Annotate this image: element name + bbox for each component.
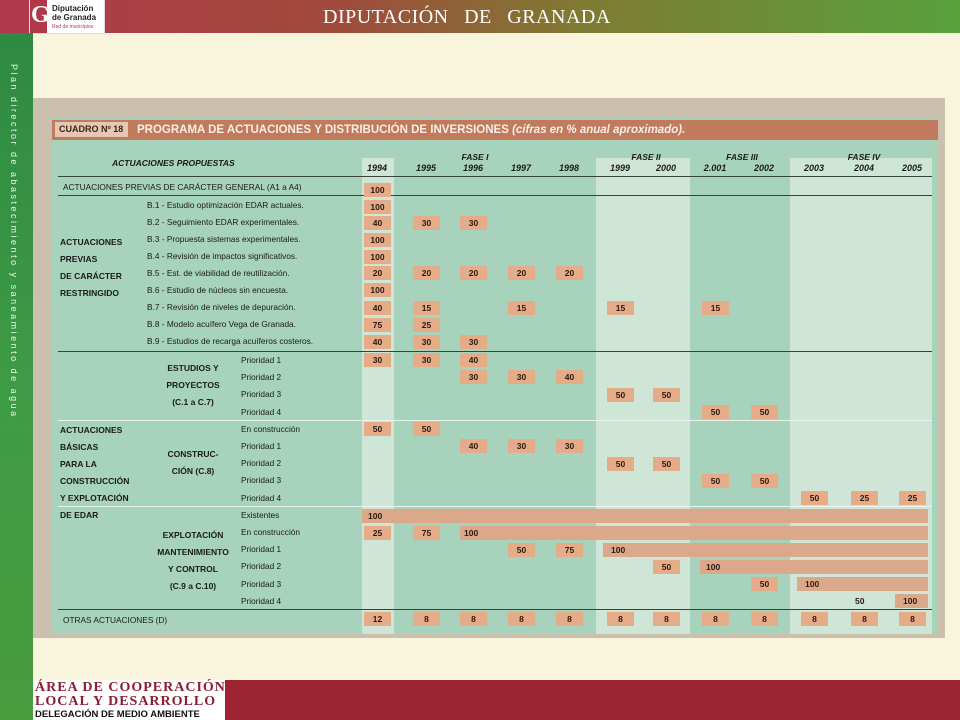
row-otras-label: OTRAS ACTUACIONES (D): [63, 615, 168, 625]
area-logo: [33, 680, 225, 720]
value-b1-0: 100: [364, 200, 391, 214]
value-b3-0: 100: [364, 233, 391, 247]
value-x3-7: 100: [706, 562, 721, 572]
value-d-2: 8: [460, 612, 487, 626]
value-d-8: 8: [751, 612, 778, 626]
value-x3-6: 50: [653, 560, 680, 574]
value-b7-7: 15: [702, 301, 729, 315]
footer-line2: LOCAL Y DESARROLLO: [35, 694, 217, 709]
value-b8-0: 75: [364, 318, 391, 332]
value-d-9: 8: [801, 612, 828, 626]
sub-row-label: Prioridad 1: [241, 544, 282, 555]
value-b5-3: 20: [508, 266, 535, 280]
year-10: 2004: [853, 163, 875, 173]
value-b7-5: 15: [607, 301, 634, 315]
phase-2: FASE II: [631, 152, 661, 162]
value-c4-10: 25: [851, 491, 878, 505]
x1-bar: [460, 526, 928, 540]
existentes-bar: [362, 509, 928, 523]
sub-row-label: Existentes: [241, 509, 280, 520]
value-b4-0: 100: [364, 250, 391, 264]
sub-row-label: Prioridad 1: [241, 355, 282, 365]
year-2: 1996: [462, 163, 484, 173]
value-e2-3: 30: [508, 370, 535, 384]
value-e3-6: 50: [653, 388, 680, 402]
year-4: 1998: [558, 163, 580, 173]
phase-3: FASE III: [726, 152, 758, 162]
value-x2-5: 100: [611, 545, 626, 555]
value-b5-4: 20: [556, 266, 583, 280]
rule-previas: [58, 351, 932, 352]
logo-line1: Diputación de Granada: [52, 4, 97, 22]
sub-row-label: Prioridad 3: [241, 475, 282, 486]
value-c1-3: 30: [508, 439, 535, 453]
value-b9-0: 40: [364, 335, 391, 349]
value-c0-0: 50: [364, 422, 391, 436]
year-1: 1995: [415, 163, 437, 173]
sub-row-label: Prioridad 4: [241, 595, 282, 606]
sub-row-label: Prioridad 4: [241, 406, 282, 417]
bottom-bar: [33, 680, 960, 720]
sub-row-label: Prioridad 2: [241, 561, 282, 572]
value-d-3: 8: [508, 612, 535, 626]
diputacion-logo: [30, 0, 104, 33]
value-c1-4: 30: [556, 439, 583, 453]
group-estudios: ESTUDIOS Y PROYECTOS (C.1 a C.7): [166, 363, 220, 407]
value-b2-0: 40: [364, 216, 391, 230]
value-e3-5: 50: [607, 388, 634, 402]
value-e1-2: 40: [460, 353, 487, 367]
value-x1-0: 25: [364, 526, 391, 540]
value-d-5: 8: [607, 612, 634, 626]
value-c4-9: 50: [801, 491, 828, 505]
year-8: 2002: [753, 163, 775, 173]
footer-line1: ÁREA DE COOPERACIÓN: [35, 680, 226, 695]
value-c1-2: 40: [460, 439, 487, 453]
rule-construccion: [58, 506, 932, 507]
previas-item: B.3 - Propuesta sistemas experimentales.: [147, 234, 301, 244]
value-c0-1: 50: [413, 422, 440, 436]
sub-row-label: Prioridad 4: [241, 492, 282, 503]
phase-4: FASE IV: [847, 152, 881, 162]
rule-header: [58, 176, 932, 177]
sub-row-label: Prioridad 3: [241, 389, 282, 400]
value-b8-1: 25: [413, 318, 440, 332]
year-7: 2.001: [703, 163, 727, 173]
vertical-caption: Plan director de abastecimiento y saneamiento de agua: [9, 64, 19, 419]
x2-bar: [603, 543, 928, 557]
year-11: 2005: [901, 163, 923, 173]
value-d-4: 8: [556, 612, 583, 626]
value-x2-3: 50: [508, 543, 535, 557]
sub-row-label: Prioridad 1: [241, 441, 282, 451]
year-9: 2003: [803, 163, 825, 173]
value-b7-1: 15: [413, 301, 440, 315]
value-b2-1: 30: [413, 216, 440, 230]
year-0: 1994: [366, 163, 388, 173]
sub-row-label: En construcción: [241, 527, 301, 537]
previas-item: B.9 - Estudios de recarga acuíferos costeros.: [147, 336, 314, 346]
value-d-0: 12: [364, 612, 391, 626]
value-e2-4: 40: [556, 370, 583, 384]
year-5: 1999: [609, 163, 631, 173]
value-e2-2: 30: [460, 370, 487, 384]
value-c2-6: 50: [653, 457, 680, 471]
page-title: DIPUTACIÓN DE GRANADA: [323, 6, 611, 28]
row-general-label: ACTUACIONES PREVIAS DE CARÁCTER GENERAL (A1 a A4): [63, 182, 302, 192]
value-x2-4: 75: [556, 543, 583, 557]
rule-basicas: [58, 609, 932, 610]
value-e1-0: 30: [364, 353, 391, 367]
value-b9-1: 30: [413, 335, 440, 349]
header-actions: ACTUACIONES PROPUESTAS: [112, 158, 235, 168]
value-d-11: 8: [899, 612, 926, 626]
value-x1-2: 100: [464, 528, 479, 538]
value-x4-9: 100: [805, 579, 820, 589]
sub-row-label: Prioridad 2: [241, 458, 282, 469]
logo-sub: Red de municipios: [52, 24, 94, 30]
logo-mark: G: [30, 0, 47, 33]
footer-line3: DELEGACIÓN DE MEDIO AMBIENTE: [35, 709, 200, 720]
value-x5-11: 100: [903, 596, 918, 606]
value-c3-7: 50: [702, 474, 729, 488]
sub-row-label: En construcción: [241, 423, 301, 434]
value-b9-2: 30: [460, 335, 487, 349]
value-e4-7: 50: [702, 405, 729, 419]
value-b5-0: 20: [364, 266, 391, 280]
value-b2-2: 30: [460, 216, 487, 230]
x3-bar: [700, 560, 928, 574]
value-x4-8: 50: [751, 577, 778, 591]
value-general-0: 100: [364, 183, 391, 197]
value-b6-0: 100: [364, 283, 391, 297]
year-6: 2000: [655, 163, 677, 173]
group-previas: ACTUACIONES PREVIAS DE CARÁCTER RESTRINGIDO: [60, 237, 123, 298]
value-b7-3: 15: [508, 301, 535, 315]
value-b5-2: 20: [460, 266, 487, 280]
value-x1-1: 75: [413, 526, 440, 540]
value-c4-11: 25: [899, 491, 926, 505]
rule-estudios: [58, 420, 932, 421]
value-e1-1: 30: [413, 353, 440, 367]
phase-1: FASE I: [461, 152, 489, 162]
table-title: PROGRAMA DE ACTUACIONES Y DISTRIBUCIÓN DE INVERSIONES (cifras en % anual aproximado).: [137, 124, 686, 136]
group-basicas: ACTUACIONES BÁSICAS PARA LA CONSTRUCCIÓN Y EXPLOTACIÓN DE EDAR: [60, 425, 130, 520]
previas-item: B.5 - Est. de viabilidad de reutilización.: [147, 268, 290, 278]
previas-item: B.2 - Seguimiento EDAR experimentales.: [147, 217, 300, 227]
previas-item: B.6 - Estudio de núcleos sin encuesta.: [147, 285, 289, 295]
previas-item: B.1 - Estudio optimización EDAR actuales.: [147, 200, 304, 210]
value-b7-0: 40: [364, 301, 391, 315]
previas-item: B.4 - Revisión de impactos significativos.: [147, 251, 298, 261]
group-explotacion: EXPLOTACIÓN MANTENIMIENTO Y CONTROL (C.9 a C.10): [157, 530, 229, 591]
value-b5-1: 20: [413, 266, 440, 280]
top-bar: [0, 0, 960, 33]
sub-row-label: Prioridad 3: [241, 578, 282, 589]
previas-item: B.8 - Modelo acuífero Vega de Granada.: [147, 319, 296, 329]
group-construccion: CONSTRUC- CIÓN (C.8): [167, 449, 219, 476]
value-x5-10: 50: [855, 596, 865, 606]
value-x0-0: 100: [368, 511, 383, 521]
value-d-7: 8: [702, 612, 729, 626]
value-c2-5: 50: [607, 457, 634, 471]
table-code: CUADRO Nº 18: [55, 122, 128, 137]
sub-row-label: Prioridad 2: [241, 372, 282, 383]
previas-item: B.7 - Revisión de niveles de depuración.: [147, 302, 296, 312]
year-3: 1997: [510, 163, 532, 173]
value-e4-8: 50: [751, 405, 778, 419]
value-d-6: 8: [653, 612, 680, 626]
value-d-10: 8: [851, 612, 878, 626]
rule-general: [58, 195, 932, 196]
value-c3-8: 50: [751, 474, 778, 488]
value-d-1: 8: [413, 612, 440, 626]
